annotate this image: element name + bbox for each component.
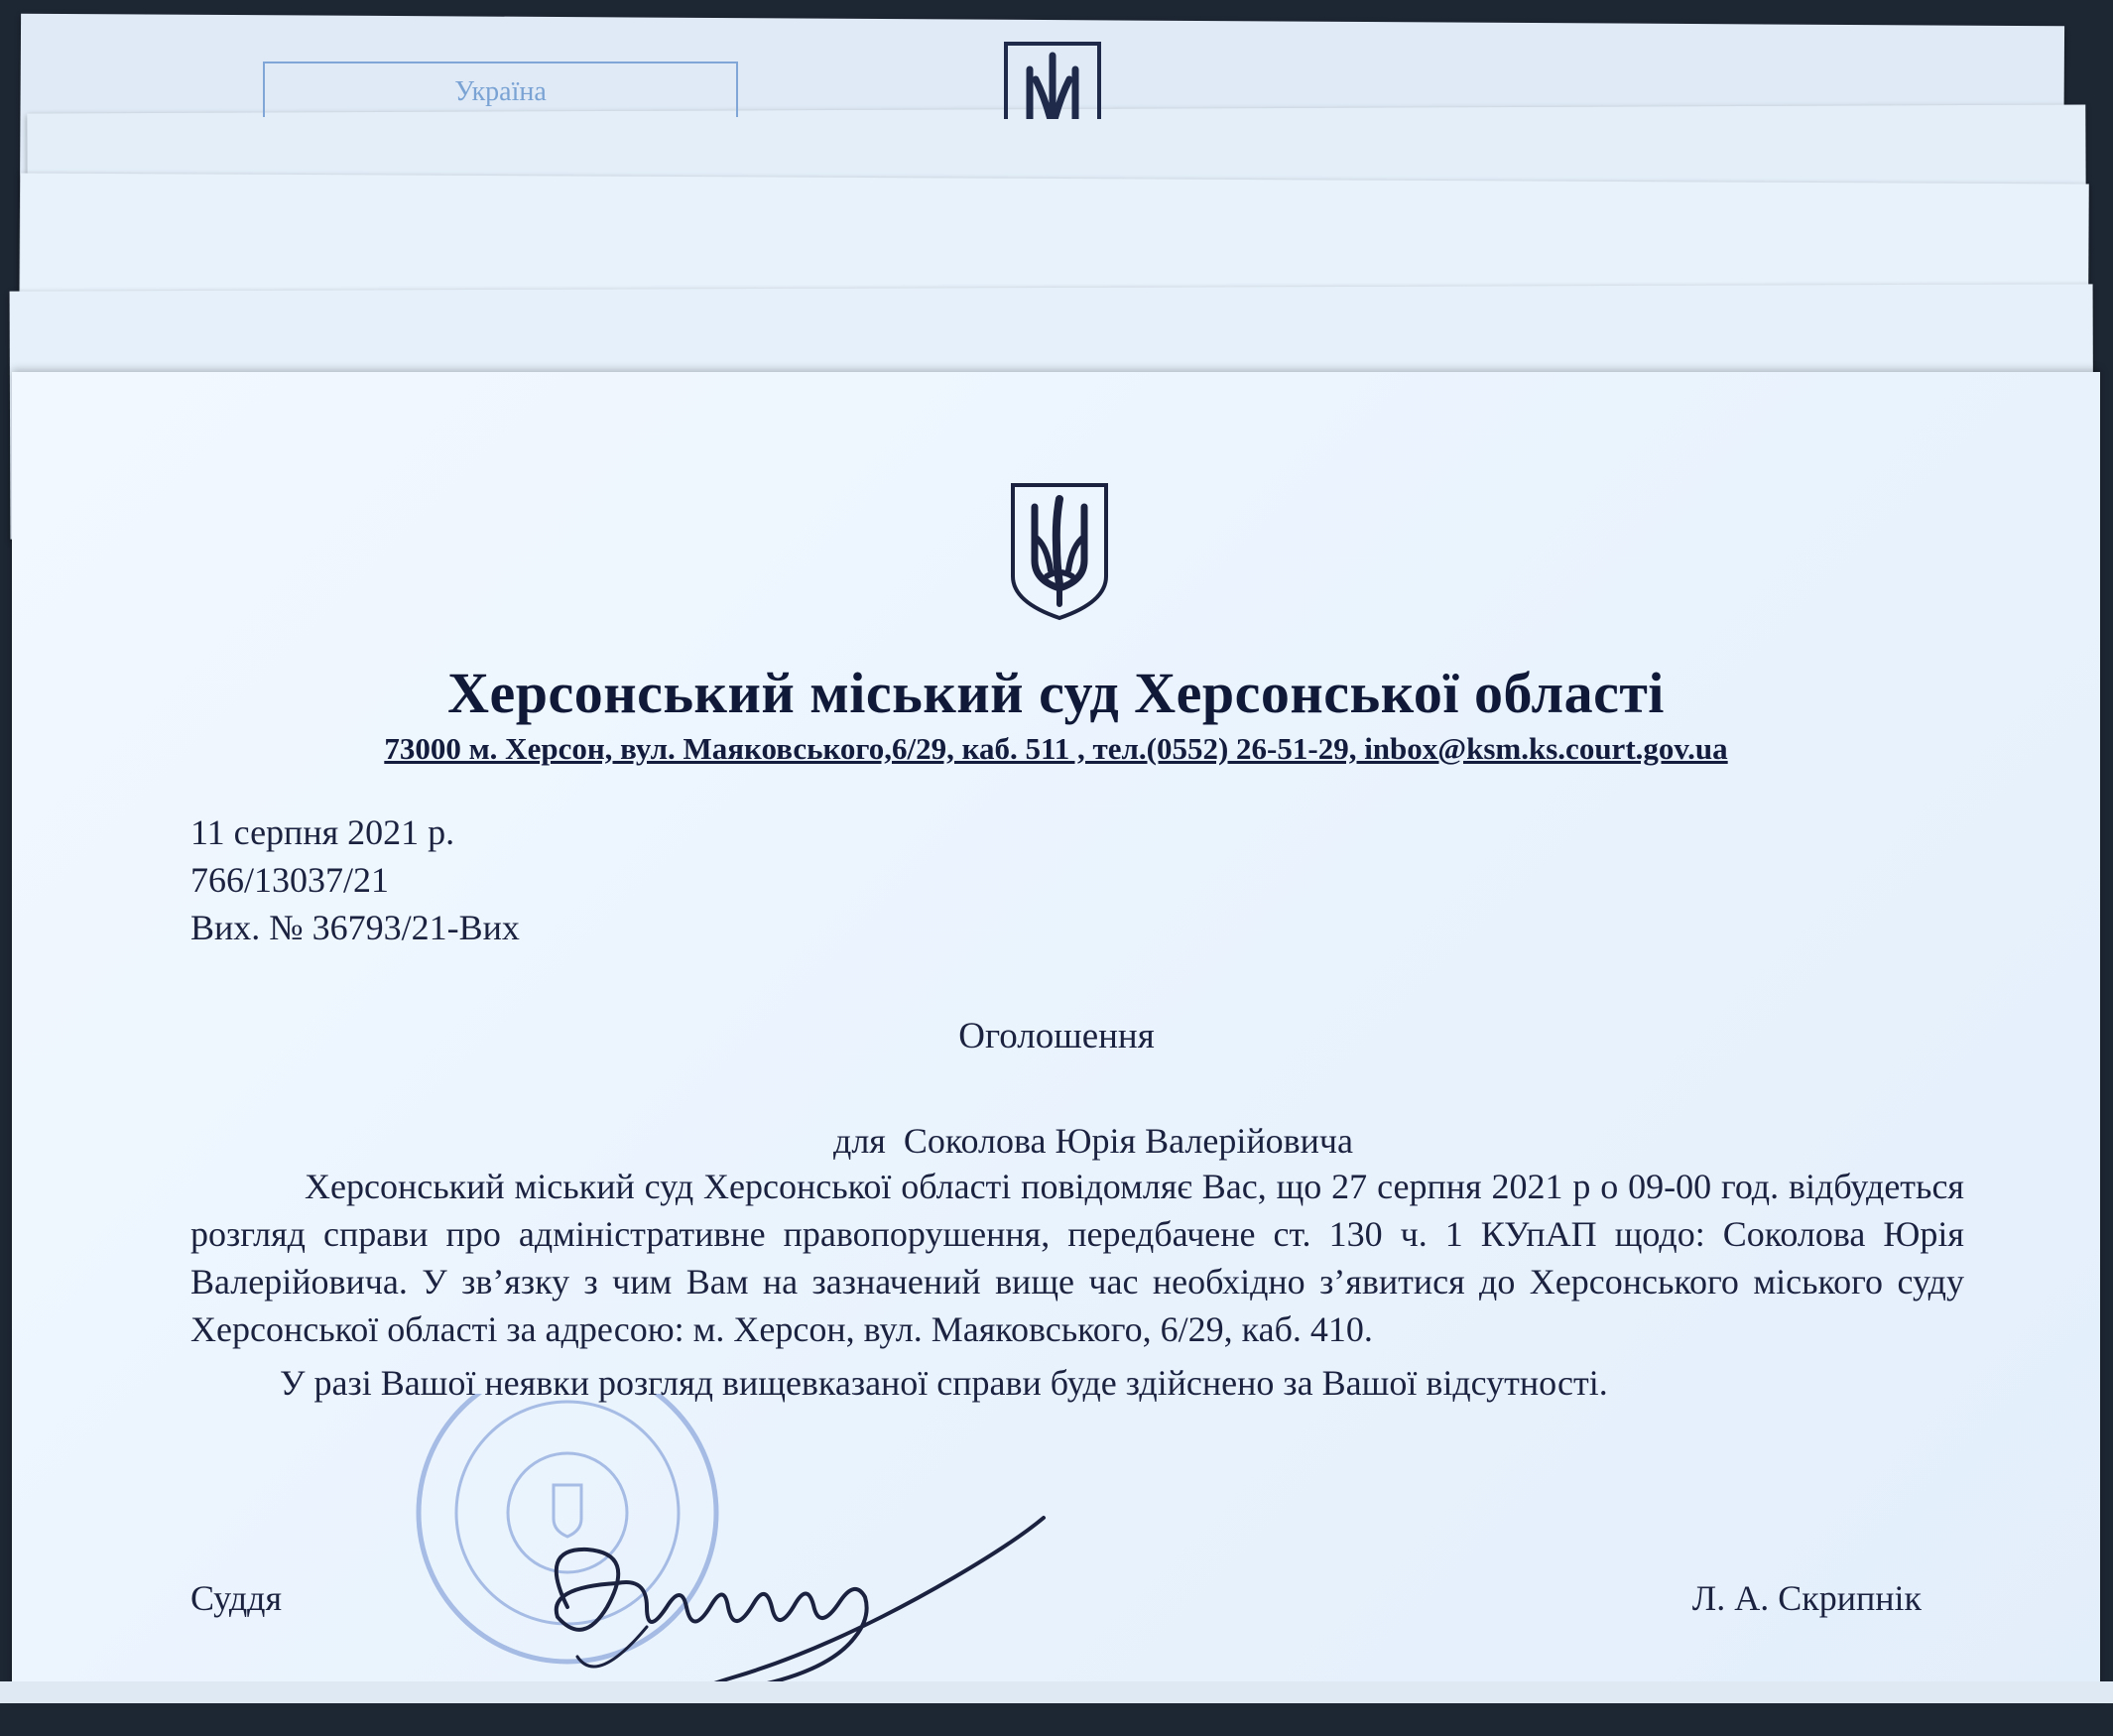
announcement-title: Оголошення — [958, 1016, 1155, 1056]
tryzub-icon — [1007, 481, 1112, 622]
outgoing-number: Вих. № 36793/21-Вих — [190, 908, 520, 947]
announcement-paragraph: У разі Вашої неявки розгляд вищевказаної справи буде здійснено за Вашої відсутності. — [280, 1363, 1608, 1403]
announcement-paragraph: Херсонський міський суд Херсонської області повідомляє Вас, що 27 серпня 2021 р о 09-00 год. відбудеться розгляд справи про адміністративне правопорушення, передбачене ст. 130 ч. 1 КУпАП щодо: Соколова Юрія Валерійовича. У зв’язку з чим Вам на зазначений вище час необхідно з’явитися до Херсонського міського суду Херсонської області за адресою: м. Херсон, вул. Маяковського, 6/29, каб. 410. — [190, 1167, 1964, 1349]
announcement-recipient: для Соколова Юрія Валерійовича — [833, 1121, 1353, 1161]
judge-name: Л. А. Скрипнік — [1691, 1578, 1922, 1618]
background-stamp-box — [263, 62, 738, 117]
case-number: 766/13037/21 — [190, 860, 390, 900]
announcement-body — [190, 1163, 1964, 1407]
background-stamp-label: Україна — [454, 76, 547, 107]
document-meta — [190, 808, 520, 951]
background-tryzub-icon — [1000, 40, 1105, 119]
court-title: Херсонський міський суд Херсонської області — [447, 661, 1665, 725]
document-date: 11 серпня 2021 р. — [190, 812, 455, 852]
court-address: 73000 м. Херсон, вул. Маяковського,6/29, каб. 511 , тел.(0552) 26-51-29, inbox@ksm.ks.court.gov.ua — [384, 731, 1728, 766]
paper-edge — [0, 1681, 2113, 1703]
judge-role: Суддя — [190, 1578, 283, 1618]
court-notice-document — [12, 372, 2100, 1701]
